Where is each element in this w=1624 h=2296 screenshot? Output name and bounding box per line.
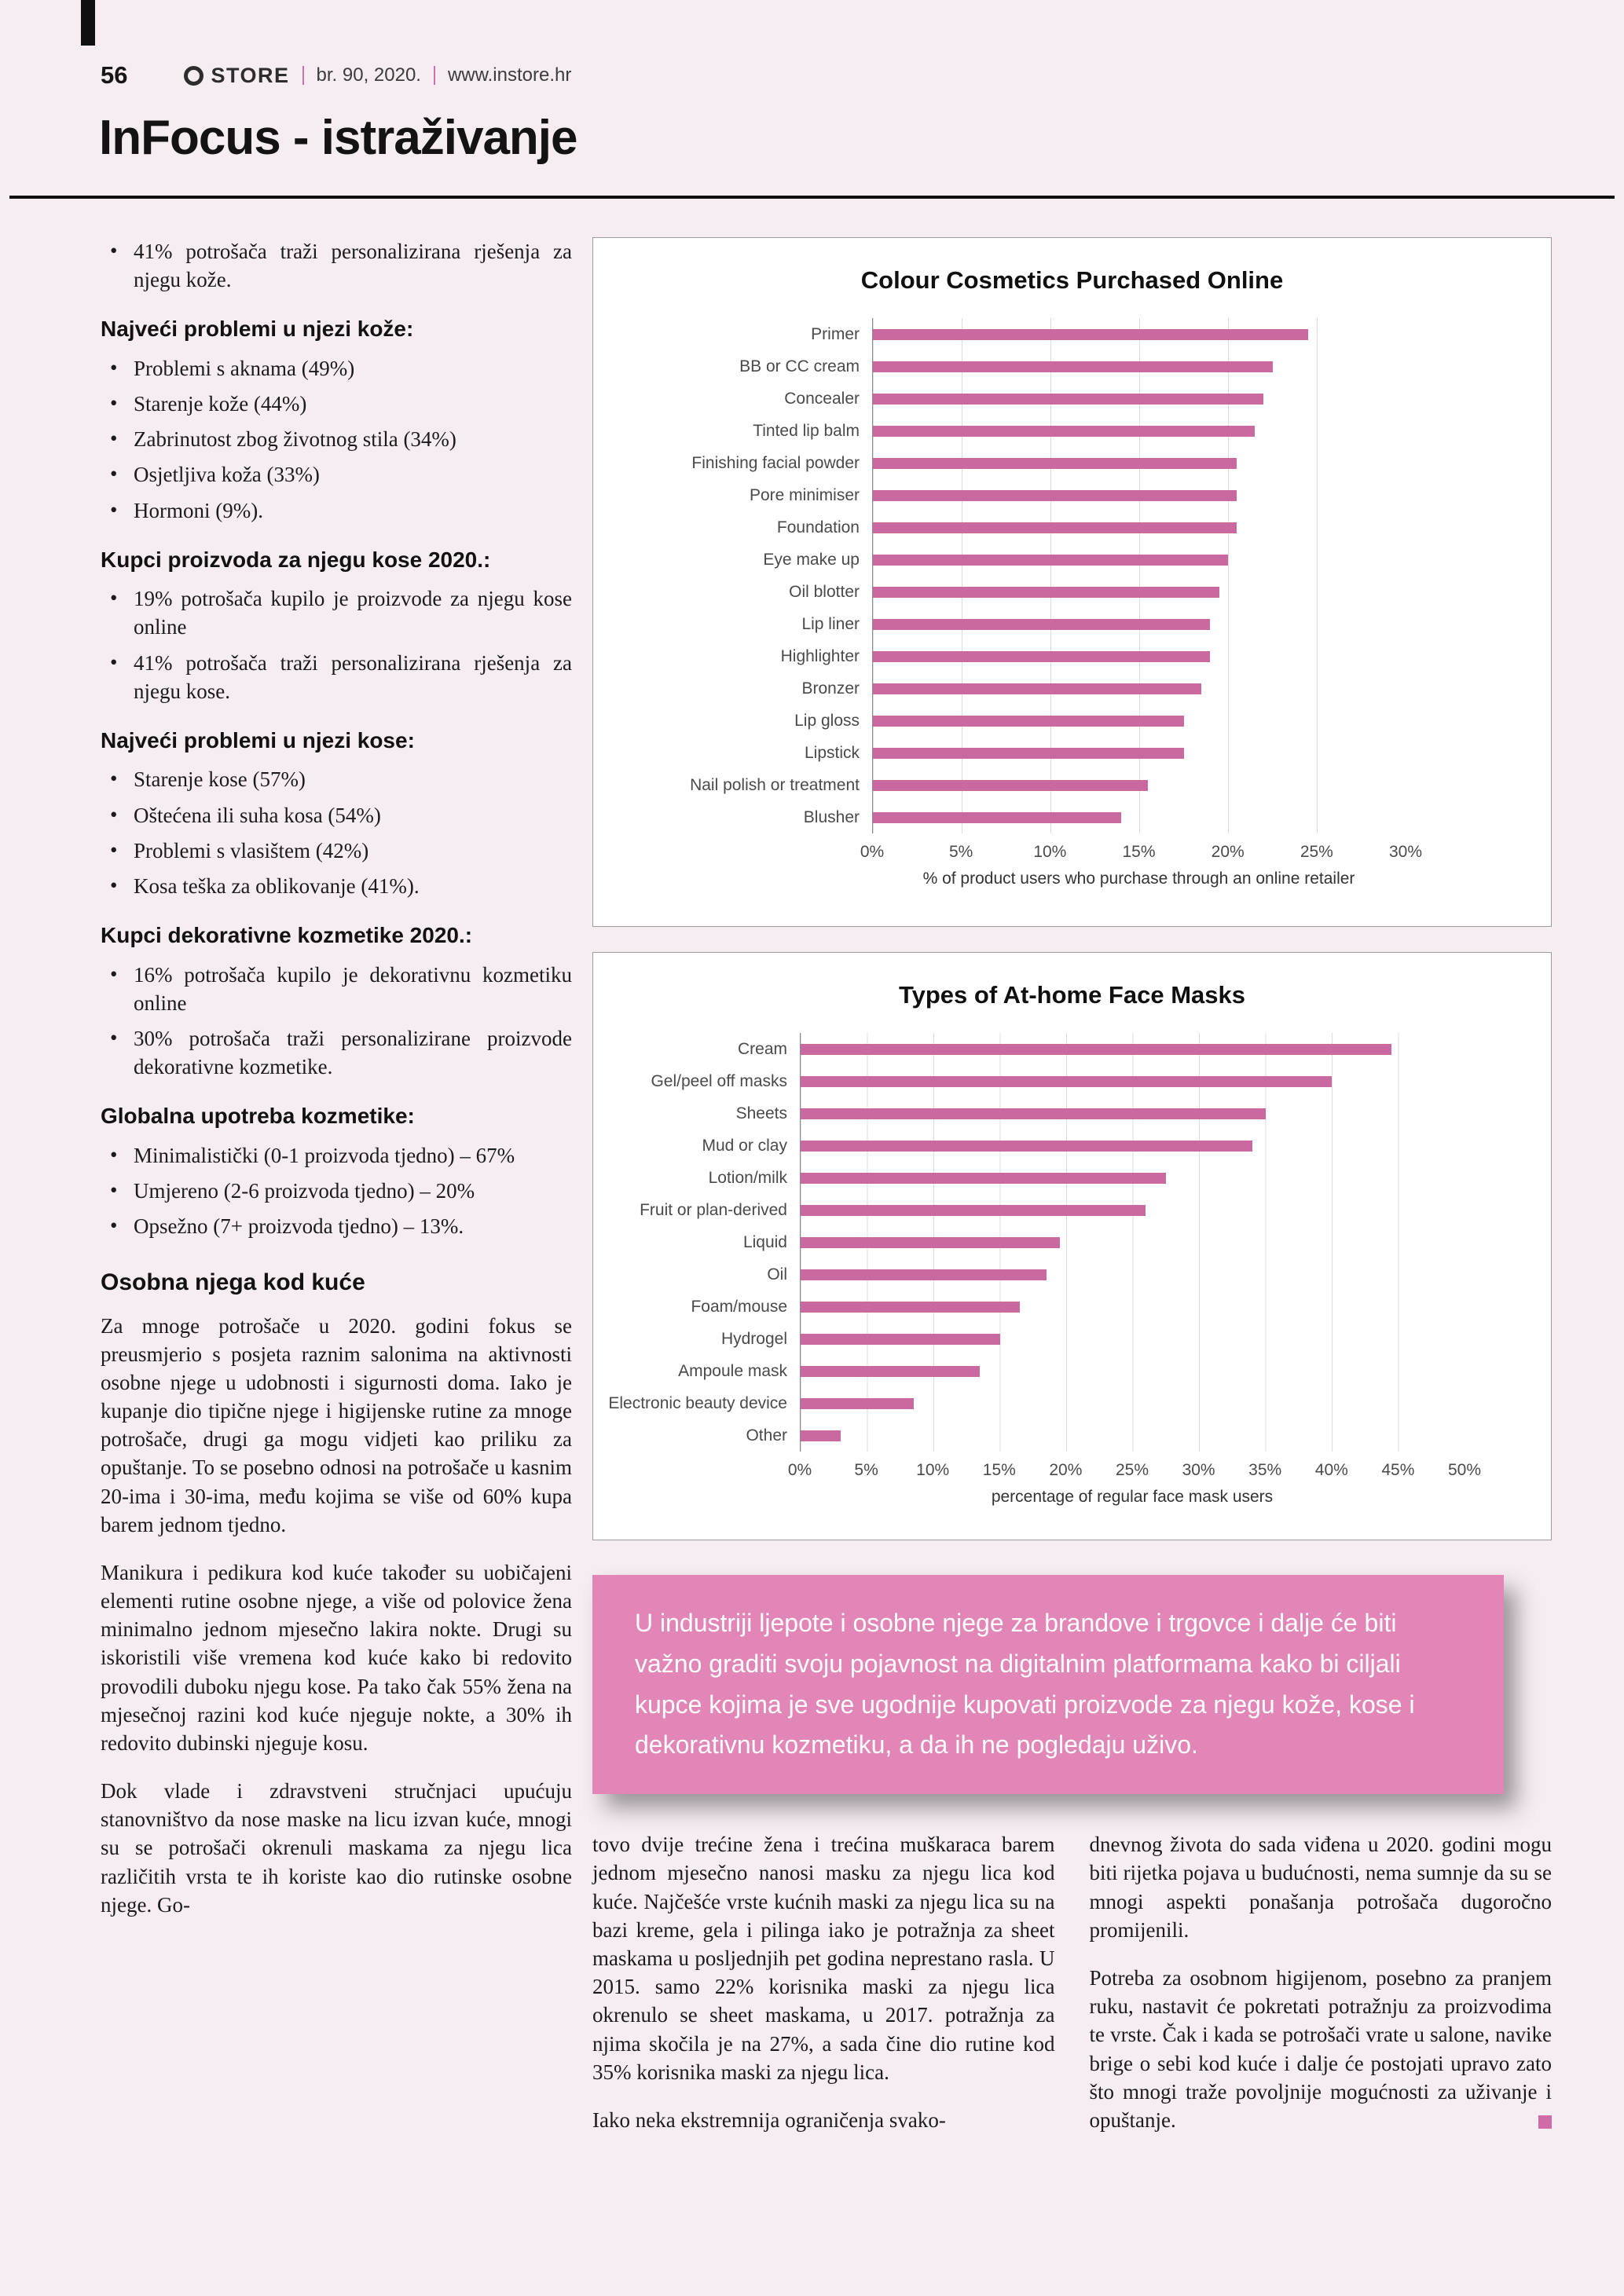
bar-label: Eye make up — [763, 550, 860, 569]
bar-label: Oil — [767, 1265, 787, 1283]
tick-label: 35% — [1248, 1461, 1282, 1479]
bar — [801, 1044, 1391, 1055]
bar — [873, 619, 1210, 630]
bar — [873, 458, 1237, 469]
bar-row — [801, 1387, 1465, 1419]
tick-label: 25% — [1115, 1461, 1149, 1479]
chart-colour-cosmetics — [592, 237, 1552, 927]
tick-label: 25% — [1300, 843, 1333, 861]
bar-label: Other — [746, 1426, 787, 1445]
bar-label: Lotion/milk — [708, 1168, 787, 1187]
bar-row — [801, 1355, 1465, 1387]
bar-label: BB or CC cream — [739, 357, 860, 375]
bar-row — [801, 1130, 1465, 1162]
bottom-text-columns — [592, 1830, 1552, 2154]
bar — [873, 490, 1237, 501]
bar-label: Oil blotter — [789, 582, 860, 601]
bar — [873, 683, 1201, 694]
bar-label: Lip liner — [801, 614, 860, 633]
bar-label: Gel/peel off masks — [651, 1071, 787, 1090]
bullet-list — [101, 584, 572, 705]
left-paragraphs — [101, 1312, 572, 1919]
bar — [801, 1398, 914, 1409]
bar-row — [873, 383, 1406, 415]
bar-row — [873, 801, 1406, 833]
bar-row — [873, 350, 1406, 383]
bar-label: Sheets — [735, 1104, 787, 1122]
bar — [873, 716, 1184, 727]
bottom-middle-column — [592, 1830, 1055, 2154]
tick-label: 50% — [1447, 1461, 1482, 1479]
bar-row — [873, 640, 1406, 672]
axis-caption: percentage of regular face mask users — [991, 1488, 1274, 1506]
bar-row — [801, 1033, 1465, 1065]
body-paragraph: Potreba za osobnom higijenom, posebno za pranjem ruku, nastavit će pokretati potražnju za proizvodima te vrste. Čak i kada se potrošači vrate u salone, navike brige o sebi kod kuće i dalje će postojati upravo zato što mnogi traže povoljnije mogućnosti za uživanje i opuštanje. — [1089, 1966, 1552, 2132]
bullet-item: • Minimalistički (0-1 proizvoda tjedno) – 67% — [101, 1141, 572, 1170]
bar — [873, 748, 1184, 759]
body-paragraph: dnevnog života do sada viđena u 2020. godini mogu biti rijetka pojava u budućnosti, nema sumnje da su se mnogi aspekti ponašanja potrošača dugoročno promijenili. — [1089, 1833, 1552, 1942]
bar-label: Blusher — [803, 807, 860, 826]
corner-mark — [81, 0, 95, 46]
axis-ticks — [787, 1452, 1482, 1485]
bar-row — [801, 1226, 1465, 1258]
bar-row — [873, 511, 1406, 544]
bullet-list — [101, 354, 572, 525]
bar — [801, 1108, 1266, 1119]
bar — [801, 1334, 1000, 1345]
bar-row — [801, 1097, 1465, 1130]
bullet-item: • Starenje kože (44%) — [101, 390, 572, 418]
website-link[interactable]: www.instore.hr — [447, 64, 572, 86]
bar-label: Foam/mouse — [691, 1297, 787, 1316]
header-separator — [302, 66, 304, 85]
left-sections — [101, 314, 572, 1240]
chart-body — [593, 1033, 1551, 1507]
subheading: Osobna njega kod kuće — [101, 1269, 365, 1296]
bar-row — [873, 544, 1406, 576]
bullet-item: • 19% potrošača kupilo je proizvode za njegu kose online — [101, 584, 572, 641]
tick-label: 0% — [860, 843, 885, 861]
bar-row — [873, 415, 1406, 447]
bullet-item: • Zabrinutost zbog životnog stila (34%) — [101, 425, 572, 453]
bar — [873, 555, 1228, 566]
tick-label: 0% — [787, 1461, 812, 1479]
section-heading: Kupci dekorativne kozmetike 2020.: — [101, 923, 473, 948]
bar-row — [801, 1323, 1465, 1355]
bullet-item: • Starenje kose (57%) — [101, 765, 572, 793]
bar-row — [801, 1258, 1465, 1291]
bar-label: Electronic beauty device — [608, 1393, 787, 1412]
bar — [873, 780, 1148, 791]
bar-label: Cream — [737, 1039, 787, 1058]
bar-row — [801, 1291, 1465, 1323]
bar — [873, 651, 1210, 662]
bullet-item: • Hormoni (9%). — [101, 496, 572, 525]
bar-label: Lipstick — [804, 743, 860, 762]
bar — [873, 426, 1255, 437]
chart-plot — [787, 1033, 1482, 1507]
bar-row — [873, 769, 1406, 801]
bullet-item: • 41% potrošača traži personalizirana rješenja za njegu kože. — [101, 237, 572, 294]
bar-row — [801, 1162, 1465, 1194]
bullet-item: • Oštećena ili suha kosa (54%) — [101, 801, 572, 829]
page-header — [101, 61, 1552, 90]
bullet-item: • Umjereno (2-6 proizvoda tjedno) – 20% — [101, 1177, 572, 1205]
bullet-item: • 41% potrošača traži personalizirana rješenja za njegu kose. — [101, 649, 572, 705]
bar — [873, 329, 1308, 340]
bar — [801, 1237, 1060, 1248]
tick-label: 15% — [982, 1461, 1016, 1479]
bar-label: Primer — [811, 324, 860, 343]
quote-box — [592, 1575, 1504, 1794]
bar-row — [873, 705, 1406, 737]
bar — [873, 394, 1263, 405]
bar-label: Finishing facial powder — [691, 453, 860, 472]
body-paragraph: Dok vlade i zdravstveni stručnjaci upućuju stanovništvo da nose maske na licu izvan kuće, mnogi su se potrošači okrenuli maskama za njegu lica različitih vrsta te ih koriste kao dio rutinske osobne njege. Go- — [101, 1779, 572, 1917]
tick-label: 20% — [1211, 843, 1245, 861]
bar-label: Fruit or plan-derived — [640, 1200, 787, 1219]
header-separator — [434, 66, 435, 85]
bullet-item: • Kosa teška za oblikovanje (41%). — [101, 872, 572, 900]
bar-label: Mud or clay — [702, 1136, 787, 1155]
chart-body — [593, 318, 1551, 888]
bullet-item: • Osjetljiva koža (33%) — [101, 460, 572, 489]
store-logo — [184, 64, 289, 88]
quote-text: U industriji ljepote i osobne njege za brandove i trgovce i dalje će biti važno graditi svoju pojavnost na digitalnim platformama kako bi ciljali kupce kojima je sve ugodnije kupovati proizvode za njegu kože, kose i dekorativnu kozmetiku, a da ih ne pogledaju uživo. — [635, 1609, 1415, 1760]
title-rule — [9, 196, 1615, 199]
bar-row — [801, 1194, 1465, 1226]
tick-label: 10% — [1033, 843, 1067, 861]
tick-label: 20% — [1049, 1461, 1083, 1479]
bar — [801, 1076, 1332, 1087]
bottom-right-column — [1090, 1830, 1553, 2154]
bullet-list — [101, 765, 572, 900]
chart-category-labels — [593, 318, 872, 888]
axis-caption: % of product users who purchase through an online retailer — [922, 870, 1355, 888]
body-paragraph: Iako neka ekstremnija ograničenja svako- — [592, 2107, 946, 2132]
bullet-list — [101, 961, 572, 1082]
issue-number: br. 90, 2020. — [316, 64, 421, 86]
page-number: 56 — [101, 61, 128, 89]
bullet-item: • 16% potrošača kupilo je dekorativnu kozmetiku online — [101, 961, 572, 1017]
bar — [801, 1205, 1146, 1216]
chart-plot — [860, 318, 1423, 888]
chart-title: Types of At-home Face Masks — [898, 981, 1245, 1009]
bar — [873, 522, 1237, 533]
content-area — [101, 237, 1552, 2154]
body-paragraph: tovo dvije trećine žena i trećina muškaraca barem jednom mjesečno nanosi masku za njegu lica kod kuće. Najčešće vrste kućnih maski za njegu lica su na bazi kreme, gela i pilinga iako je potražnja za sheet maskama u posljednjih pet godina neprestano rasla. U 2015. samo 22% korisnika maski za njegu lica okrenulo se sheet maskama, u 2017. potražnja za njima skočila je na 27%, a sada čine dio rutine kod 35% korisnika maski za njegu lica. — [592, 1833, 1055, 2084]
bar-label: Pore minimiser — [749, 485, 860, 504]
tick-label: 5% — [948, 843, 973, 861]
bar — [801, 1269, 1047, 1280]
bullet-item: • Problemi s vlasištem (42%) — [101, 837, 572, 865]
bar-label: Highlighter — [780, 646, 860, 665]
tick-label: 40% — [1314, 1461, 1348, 1479]
chart-plot-area — [800, 1033, 1465, 1452]
bar-label: Tinted lip balm — [753, 421, 860, 440]
bar-row — [801, 1065, 1465, 1097]
bar-row — [873, 318, 1406, 350]
store-logo-text: STORE — [211, 63, 290, 87]
chart-face-masks — [592, 952, 1552, 1540]
right-column — [592, 237, 1552, 2154]
page-title: InFocus - istraživanje — [99, 111, 577, 165]
bar — [873, 361, 1273, 372]
tick-label: 5% — [854, 1461, 878, 1479]
bar-row — [873, 672, 1406, 705]
section-heading: Najveći problemi u njezi kože: — [101, 317, 414, 342]
bar-label: Bronzer — [801, 679, 860, 698]
chart-title: Colour Cosmetics Purchased Online — [860, 266, 1284, 294]
bar — [873, 587, 1219, 598]
bar-label: Concealer — [784, 389, 860, 408]
bar-row — [873, 479, 1406, 511]
bar-label: Nail polish or treatment — [690, 775, 860, 794]
section-heading: Kupci proizvoda za njegu kose 2020.: — [101, 547, 491, 572]
bar-label: Lip gloss — [794, 711, 860, 730]
bar — [801, 1302, 1020, 1313]
bar-row — [873, 737, 1406, 769]
bar — [801, 1430, 841, 1441]
bar — [801, 1173, 1166, 1184]
body-paragraph: Za mnoge potrošače u 2020. godini fokus se preusmjerio s posjeta raznim salonima na aktivnosti osobne njege u udobnosti i sigurnosti doma. Iako je kupanje dio tipične njege i higijenske rutine za mnoge potrošače, drugi ga mogu vidjeti kao priliku za opuštanje. To se posebno odnosi na potrošače u kasnim 20-ima i 30-ima, među kojima se više od 60% kupa barem jednom tjedno. — [101, 1313, 572, 1536]
intro-list — [101, 237, 572, 294]
bar-label: Liquid — [742, 1232, 787, 1251]
tick-label: 30% — [1182, 1461, 1215, 1479]
bullet-list — [101, 1141, 572, 1241]
tick-label: 10% — [916, 1461, 950, 1479]
bar — [801, 1141, 1252, 1152]
chart-plot-area — [872, 318, 1406, 833]
bar-row — [873, 447, 1406, 479]
tick-label: 30% — [1388, 843, 1423, 861]
section-heading: Najveći problemi u njezi kose: — [101, 727, 415, 753]
axis-ticks — [860, 833, 1423, 866]
bar-row — [873, 608, 1406, 640]
bullet-item: • Problemi s aknama (49%) — [101, 354, 572, 383]
bar — [873, 812, 1121, 823]
tick-label: 15% — [1122, 843, 1156, 861]
left-column — [101, 237, 572, 2154]
bar-row — [801, 1419, 1465, 1452]
bar — [801, 1366, 980, 1377]
section-heading: Globalna upotreba kozmetike: — [101, 1104, 415, 1129]
bar-row — [873, 576, 1406, 608]
bullet-item: • Opsežno (7+ proizvoda tjedno) – 13%. — [101, 1212, 572, 1240]
tick-label: 45% — [1381, 1461, 1415, 1479]
bullet-item: • 30% potrošača traži personalizirane proizvode dekorativne kozmetike. — [101, 1024, 572, 1081]
bar-label: Hydrogel — [720, 1329, 787, 1348]
body-paragraph: Manikura i pedikura kod kuće također su uobičajeni elementi rutine osobne njege, a više od polovice žena minimalno jednom mjesečno lakira nokte. Drugi su iskoristili više vremena kod kuće kako bi redovito provodili duboku njegu kose. Pa tako čak 55% žena na mjesečnoj razini kod kuće njeguje nokte, a 30% ih redovito dubinski njeguje kosu. — [101, 1560, 572, 1755]
end-of-article-marker — [1538, 2115, 1552, 2129]
store-logo-icon — [184, 66, 203, 86]
bar-label: Ampoule mask — [678, 1361, 787, 1380]
bar-label: Foundation — [776, 518, 860, 536]
chart-category-labels — [593, 1033, 800, 1507]
